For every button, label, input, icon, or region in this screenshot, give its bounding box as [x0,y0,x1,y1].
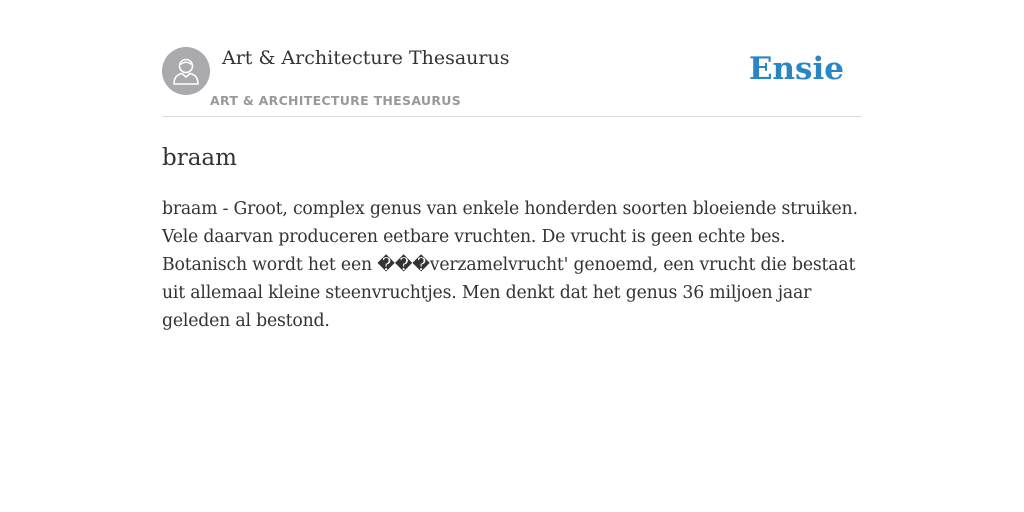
author-avatar[interactable] [162,47,210,95]
author-name-link[interactable]: Art & Architecture Thesaurus [222,47,510,69]
user-icon [172,56,200,86]
entry-title: braam [162,145,237,171]
entry-definition: braam - Groot, complex genus van enkele honderden soorten bloeiende struiken. Vele daarvan produceren eetbare vruchten. De vrucht is geen echte bes. Botanisch wordt het een ���verzamelvrucht' genoemd, een vrucht die bestaat uit allemaal kleine steenvruchtjes. Men denkt dat het genus 36 miljoen jaar geleden al bestond. [162,199,858,331]
ensie-logo-link[interactable]: Ensie [748,51,844,87]
page-header [162,0,862,117]
author-source-label: ART & ARCHITECTURE THESAURUS [210,93,462,108]
page-container [162,0,862,335]
